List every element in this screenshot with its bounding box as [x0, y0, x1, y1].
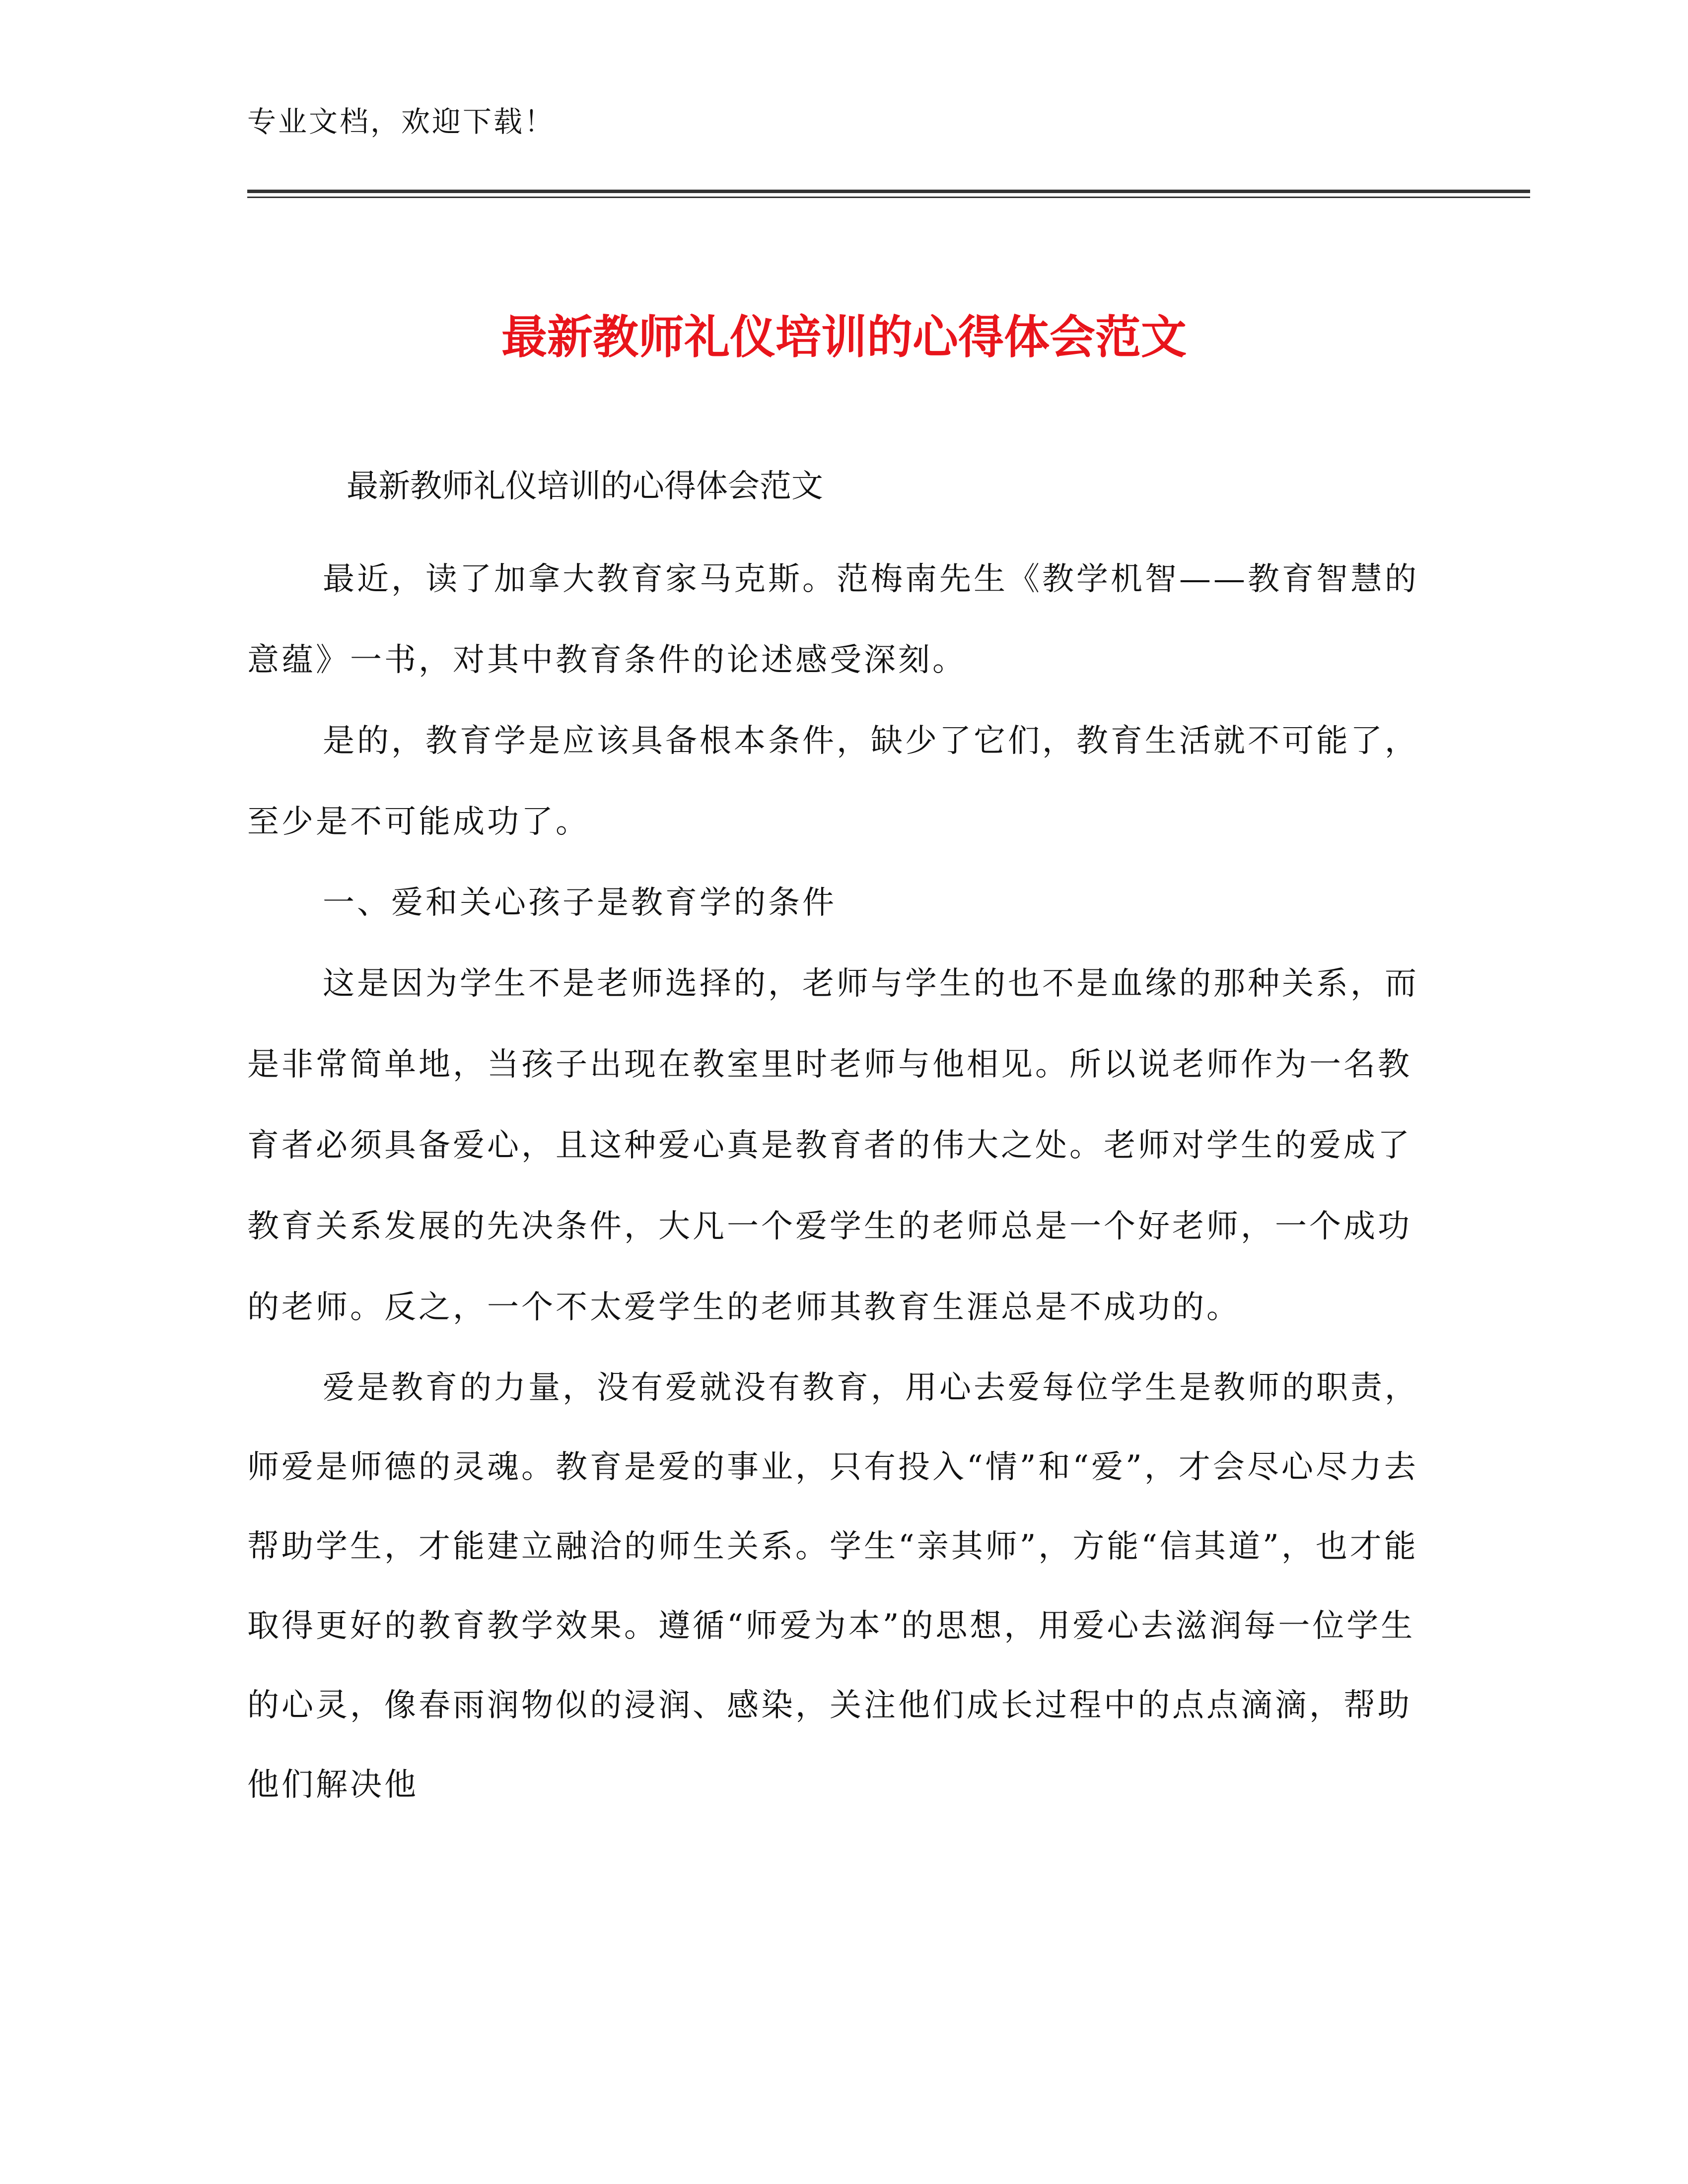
paragraph-2: 是的，教育学是应该具备根本条件，缺少了它们，教育生活就不可能了，至少是不可能成功了。: [247, 723, 1419, 840]
section-heading-1: 一、爱和关心孩子是教育学的条件: [323, 885, 837, 921]
paragraph-3: 这是因为学生不是老师选择的，老师与学生的也不是血缘的那种关系，而是非常简单地，当孩子出现在教室里时老师与他相见。所以说老师作为一名教育者必须具备爱心，且这种爱心真是教育者的伟大之处。老师对学生的爱成了教育关系发展的先决条件，大凡一个爱学生的老师总是一个好老师，一个成功的老师。反之，一个不太爱学生的老师其教育生涯总是不成功的。: [247, 965, 1419, 1326]
header-divider-thick: [247, 190, 1530, 193]
header-divider-thin: [247, 197, 1530, 198]
paragraph-4: 爱是教育的力量，没有爱就没有教育，用心去爱每位学生是教师的职责，师爱是师德的灵魂。教育是爱的事业，只有投入“情”和“爱”，才会尽心尽力去帮助学生，才能建立融洽的师生关系。学生“亲其师”，方能“信其道”，也才能取得更好的教育教学效果。遵循“师爱为本”的思想，用爱心去滋润每一位学生的心灵，像春雨润物似的浸润、感染，关注他们成长过程中的点点滴滴，帮助他们解决他: [247, 1369, 1419, 1803]
document-subtitle: 最新教师礼仪培训的心得体会范文: [347, 468, 823, 505]
paragraph-1: 最近，读了加拿大教育家马克斯。范梅南先生《教学机智——教育智慧的意蕴》一书，对其中教育条件的论述感受深刻。: [247, 561, 1419, 679]
document-title: 最新教师礼仪培训的心得体会范文: [501, 311, 1187, 364]
header-note: 专业文档，欢迎下载！: [247, 105, 556, 138]
document-body: [247, 462, 1429, 1825]
